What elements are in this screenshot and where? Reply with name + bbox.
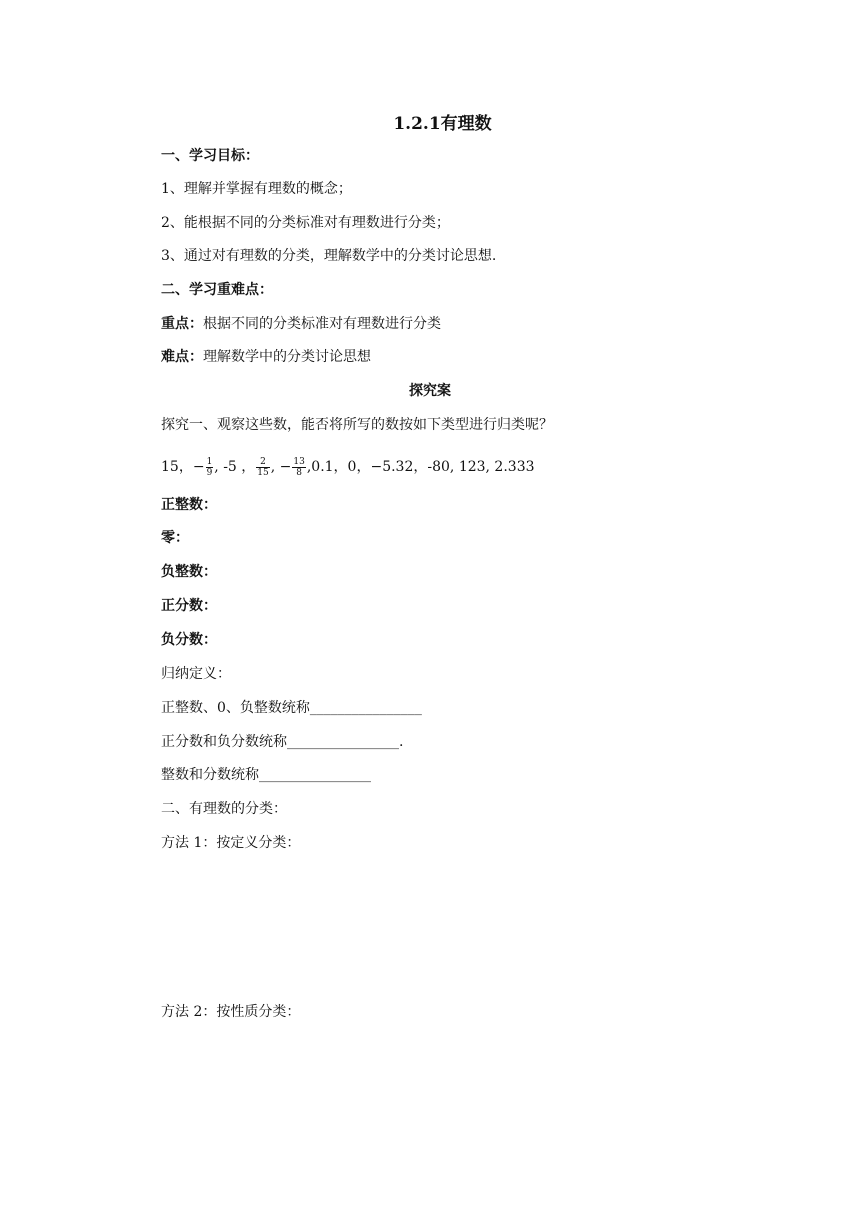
minus-sign: − <box>192 459 205 475</box>
number-item: ,0.1，0，−5.32，-80, 123, 2.333 <box>306 459 535 475</box>
fraction-denominator: 9 <box>206 467 213 478</box>
fraction-denominator: 15 <box>257 467 269 478</box>
explore-heading: 探究案 <box>409 383 451 399</box>
number-item: , -5 ， <box>214 459 256 475</box>
minus-sign: − <box>279 459 292 475</box>
number-item: , <box>270 459 280 475</box>
definition-rationals: 整数和分数统称________________ <box>161 767 371 783</box>
difficult-point-line <box>161 347 371 367</box>
difficult-point-label: 难点： <box>161 349 203 365</box>
learning-goal-1: 1、理解并掌握有理数的概念； <box>161 181 352 197</box>
category-positive-integers: 正整数： <box>161 497 217 513</box>
explore-question: 探究一、观察这些数，能否将所写的数按如下类型进行归类呢？ <box>161 417 553 433</box>
fraction-neg-thirteen-eighths <box>292 457 305 478</box>
fraction-numerator: 1 <box>206 456 213 467</box>
fraction-numerator: 13 <box>293 456 305 467</box>
page-title: 1.2.1有理数 <box>393 114 492 134</box>
difficult-point-text: 理解数学中的分类讨论思想 <box>203 349 371 365</box>
key-point-text: 根据不同的分类标准对有理数进行分类 <box>203 316 441 332</box>
learning-goals-heading: 一、学习目标： <box>161 148 259 164</box>
learning-goal-3: 3、通过对有理数的分类，理解数学中的分类讨论思想. <box>161 248 497 264</box>
method-2: 方法 2：按性质分类： <box>161 1004 301 1020</box>
number-list <box>161 452 535 482</box>
category-negative-fractions: 负分数： <box>161 632 217 648</box>
definition-fractions: 正分数和负分数统称________________. <box>161 734 404 750</box>
category-positive-fractions: 正分数： <box>161 598 217 614</box>
classification-heading: 二、有理数的分类： <box>161 801 287 817</box>
key-points-heading: 二、学习重难点： <box>161 282 273 298</box>
category-negative-integers: 负整数： <box>161 564 217 580</box>
key-point-label: 重点： <box>161 316 203 332</box>
fraction-numerator: 2 <box>256 457 269 468</box>
fraction-two-fifteenths <box>256 457 269 478</box>
category-zero: 零： <box>161 530 189 546</box>
learning-goal-2: 2、能根据不同的分类标准对有理数进行分类； <box>161 215 450 231</box>
fraction-denominator: 8 <box>296 467 302 478</box>
method-1: 方法 1：按定义分类： <box>161 835 301 851</box>
number-item: 15， <box>161 459 193 475</box>
summary-heading: 归纳定义： <box>161 666 231 682</box>
fraction-neg-one-ninth <box>206 457 214 478</box>
key-point-line <box>161 314 441 334</box>
definition-integers: 正整数、0、负整数统称________________ <box>161 700 422 716</box>
